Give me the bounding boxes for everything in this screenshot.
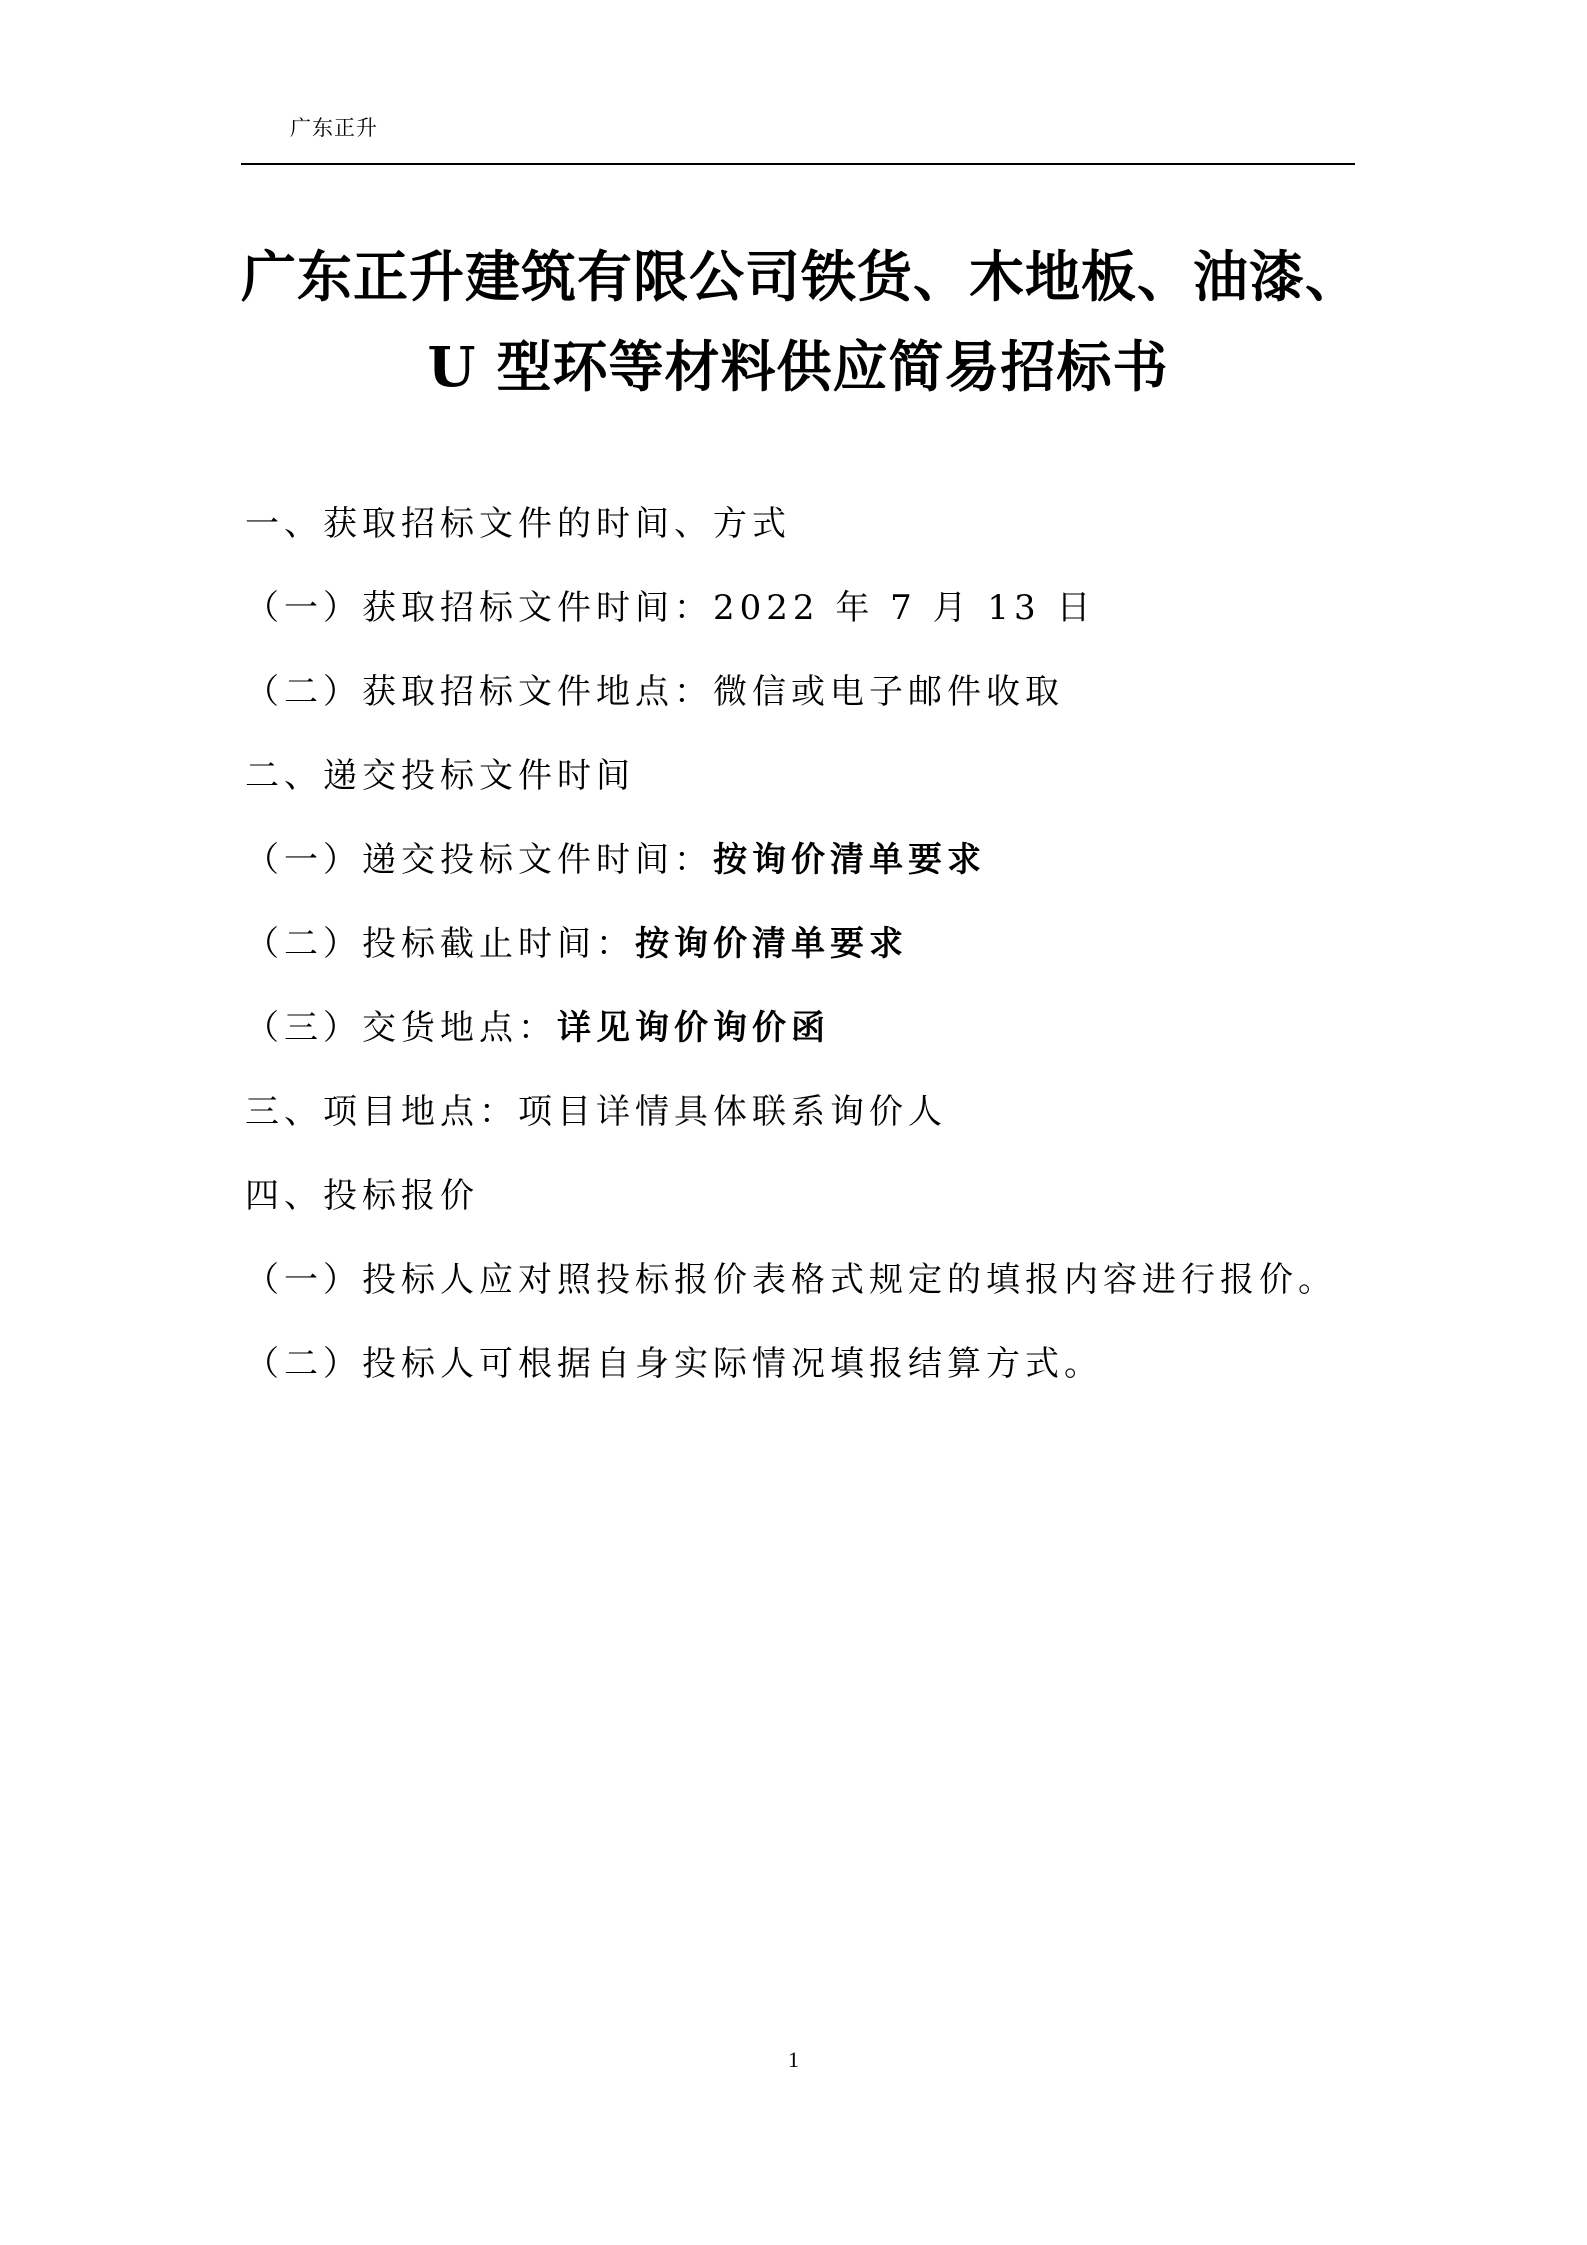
section-heading-4 — [245, 1161, 1355, 1245]
item-label: （二）投标截止时间： — [245, 924, 635, 964]
header-divider — [241, 163, 1355, 165]
document-body — [245, 489, 1355, 1413]
page-header: 广东正升 — [290, 116, 378, 140]
section-heading-1 — [245, 489, 1355, 573]
page-number: 1 — [788, 2047, 799, 2072]
section-heading-3 — [245, 1077, 1355, 1161]
item-quote-format — [245, 1245, 1355, 1329]
item-submit-time — [245, 825, 1355, 909]
item-get-time — [245, 573, 1355, 657]
item-label: （一）获取招标文件时间： — [245, 588, 713, 628]
section-label: 一、获取招标文件的时间、方式 — [245, 504, 791, 544]
document-title — [241, 232, 1362, 412]
item-label: （三）交货地点： — [245, 1008, 557, 1048]
section-label: 三、项目地点： — [245, 1092, 518, 1132]
item-value: 微信或电子邮件收取 — [713, 672, 1064, 712]
item-label: （一）投标人应对照投标报价表格式规定的填报内容进行报价。 — [245, 1260, 1337, 1300]
section-label: 四、投标报价 — [245, 1176, 479, 1216]
item-value: 按询价清单要求 — [635, 924, 908, 964]
item-label: （一）递交投标文件时间： — [245, 840, 713, 880]
item-deadline — [245, 909, 1355, 993]
item-value: 项目详情具体联系询价人 — [518, 1092, 947, 1132]
item-delivery-place — [245, 993, 1355, 1077]
item-settlement — [245, 1329, 1355, 1413]
item-label: （二）获取招标文件地点： — [245, 672, 713, 712]
item-value: 按询价清单要求 — [713, 840, 986, 880]
title-line-2: U 型环等材料供应简易招标书 — [427, 334, 1169, 399]
section-heading-2 — [245, 741, 1355, 825]
item-value: 2022 年 7 月 13 日 — [713, 588, 1096, 628]
item-label: （二）投标人可根据自身实际情况填报结算方式。 — [245, 1344, 1103, 1384]
item-value: 详见询价询价函 — [557, 1008, 830, 1048]
title-line-1: 广东正升建筑有限公司铁货、木地板、油漆、 — [241, 244, 1362, 309]
section-label: 二、递交投标文件时间 — [245, 756, 635, 796]
item-get-place — [245, 657, 1355, 741]
